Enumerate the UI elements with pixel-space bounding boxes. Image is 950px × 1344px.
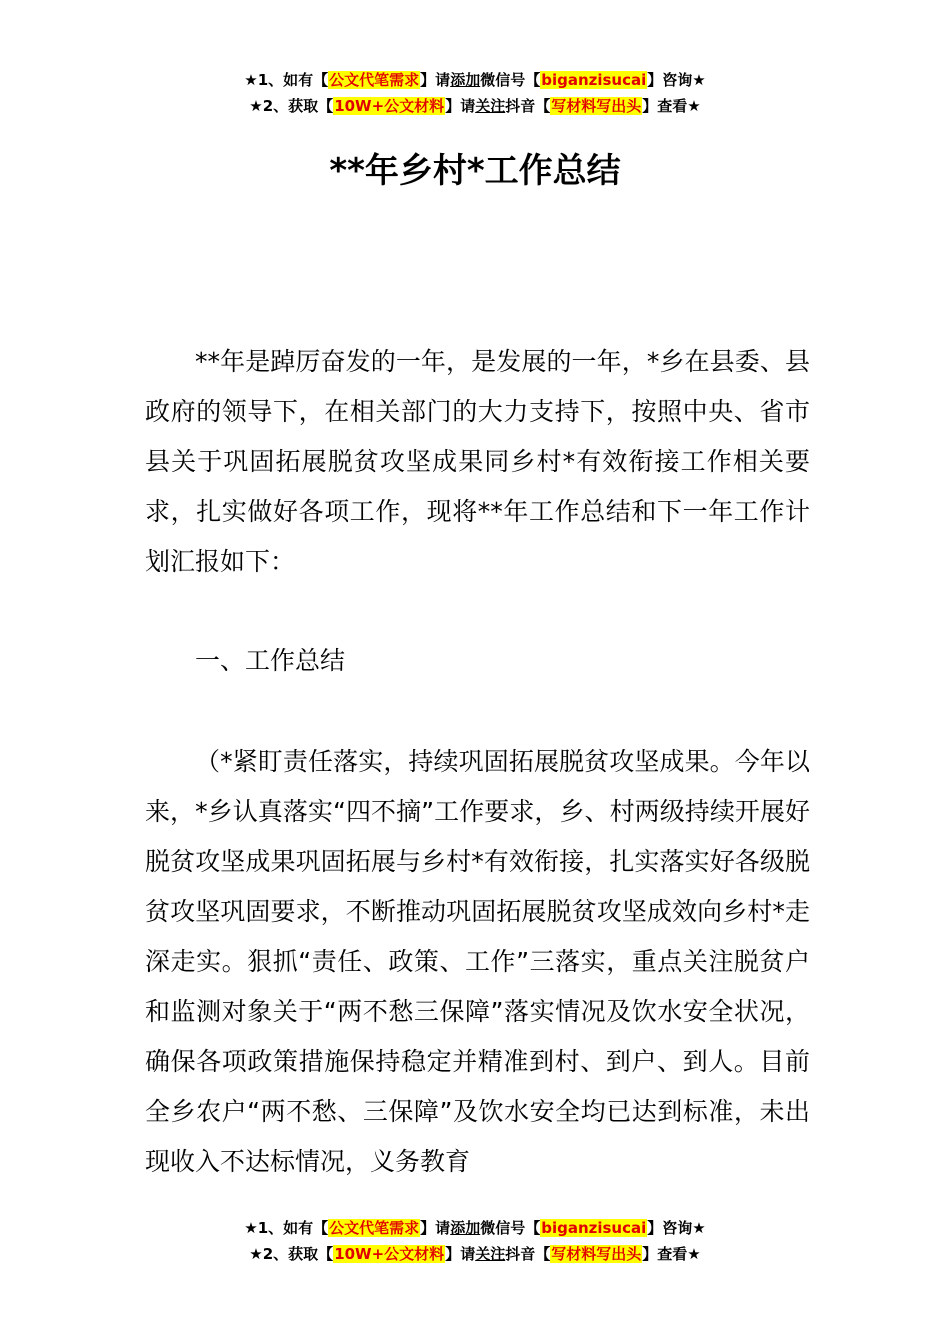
highlight-douyin: 写材料写出头 — [551, 97, 642, 115]
highlight-materials: 10W+公文材料 — [334, 1245, 445, 1263]
banner-text: 】请 — [445, 1245, 476, 1263]
intro-text: **年是踔厉奋发的一年，是发展的一年，*乡在县委、县政府的领导下，在相关部门的大力支持下，按照中央、省市县关于巩固拓展脱贫攻坚成果同乡村*有效衔接工作相关要求，扎实做好各项工作，现将**年工作总结和下一年工作计划汇报如下： — [145, 347, 810, 576]
intro-paragraph — [145, 337, 810, 587]
highlight-wechat-id: biganzisucai — [541, 1219, 647, 1237]
body-paragraph — [145, 737, 810, 1187]
underline-follow: 关注 — [475, 97, 506, 115]
banner-text: ★2、获取【 — [249, 97, 334, 115]
banner-line-2 — [0, 93, 950, 119]
highlight-service: 公文代笔需求 — [329, 1219, 420, 1237]
banner-text: ★1、如有【 — [244, 71, 329, 89]
footer-banner — [0, 1215, 950, 1267]
section-heading-text: 一、工作总结 — [195, 646, 346, 675]
banner-text: 】请 — [420, 71, 451, 89]
banner-line-1 — [0, 67, 950, 93]
highlight-service: 公文代笔需求 — [329, 71, 420, 89]
banner-line-1 — [0, 1215, 950, 1241]
banner-text: 】咨询★ — [647, 71, 706, 89]
body-paragraph-text: （*紧盯责任落实，持续巩固拓展脱贫攻坚成果。今年以来，*乡认真落实“四不摘”工作要求，乡、村两级持续开展好脱贫攻坚成果巩固拓展与乡村*有效衔接，扎实落实好各级脱贫攻坚巩固要求，不断推动巩固拓展脱贫攻坚成效向乡村*走深走实。狠抓“责任、政策、工作”三落实，重点关注脱贫户和监测对象关于“两不愁三保障”落实情况及饮水安全状况，确保各项政策措施保持稳定并精准到村、到户、到人。目前全乡农户“两不愁、三保障”及饮水安全均已达到标准，未出现收入不达标情况，义务教育 — [145, 747, 810, 1176]
banner-text: ★2、获取【 — [249, 1245, 334, 1263]
highlight-wechat-id: biganzisucai — [541, 71, 647, 89]
underline-add: 添加 — [450, 71, 481, 89]
banner-text: 抖音【 — [505, 1245, 551, 1263]
banner-text: 抖音【 — [505, 97, 551, 115]
underline-add: 添加 — [450, 1219, 481, 1237]
banner-text: 微信号【 — [480, 71, 541, 89]
banner-text: ★1、如有【 — [244, 1219, 329, 1237]
banner-text: 微信号【 — [480, 1219, 541, 1237]
banner-text: 】请 — [445, 97, 476, 115]
banner-text: 】请 — [420, 1219, 451, 1237]
banner-text: 】查看★ — [642, 1245, 701, 1263]
banner-text: 】查看★ — [642, 97, 701, 115]
underline-follow: 关注 — [475, 1245, 506, 1263]
banner-text: 】咨询★ — [647, 1219, 706, 1237]
highlight-materials: 10W+公文材料 — [334, 97, 445, 115]
banner-line-2 — [0, 1241, 950, 1267]
highlight-douyin: 写材料写出头 — [551, 1245, 642, 1263]
document-title: **年乡村*工作总结 — [329, 151, 621, 191]
section-heading — [145, 636, 810, 686]
header-banner — [0, 67, 950, 119]
